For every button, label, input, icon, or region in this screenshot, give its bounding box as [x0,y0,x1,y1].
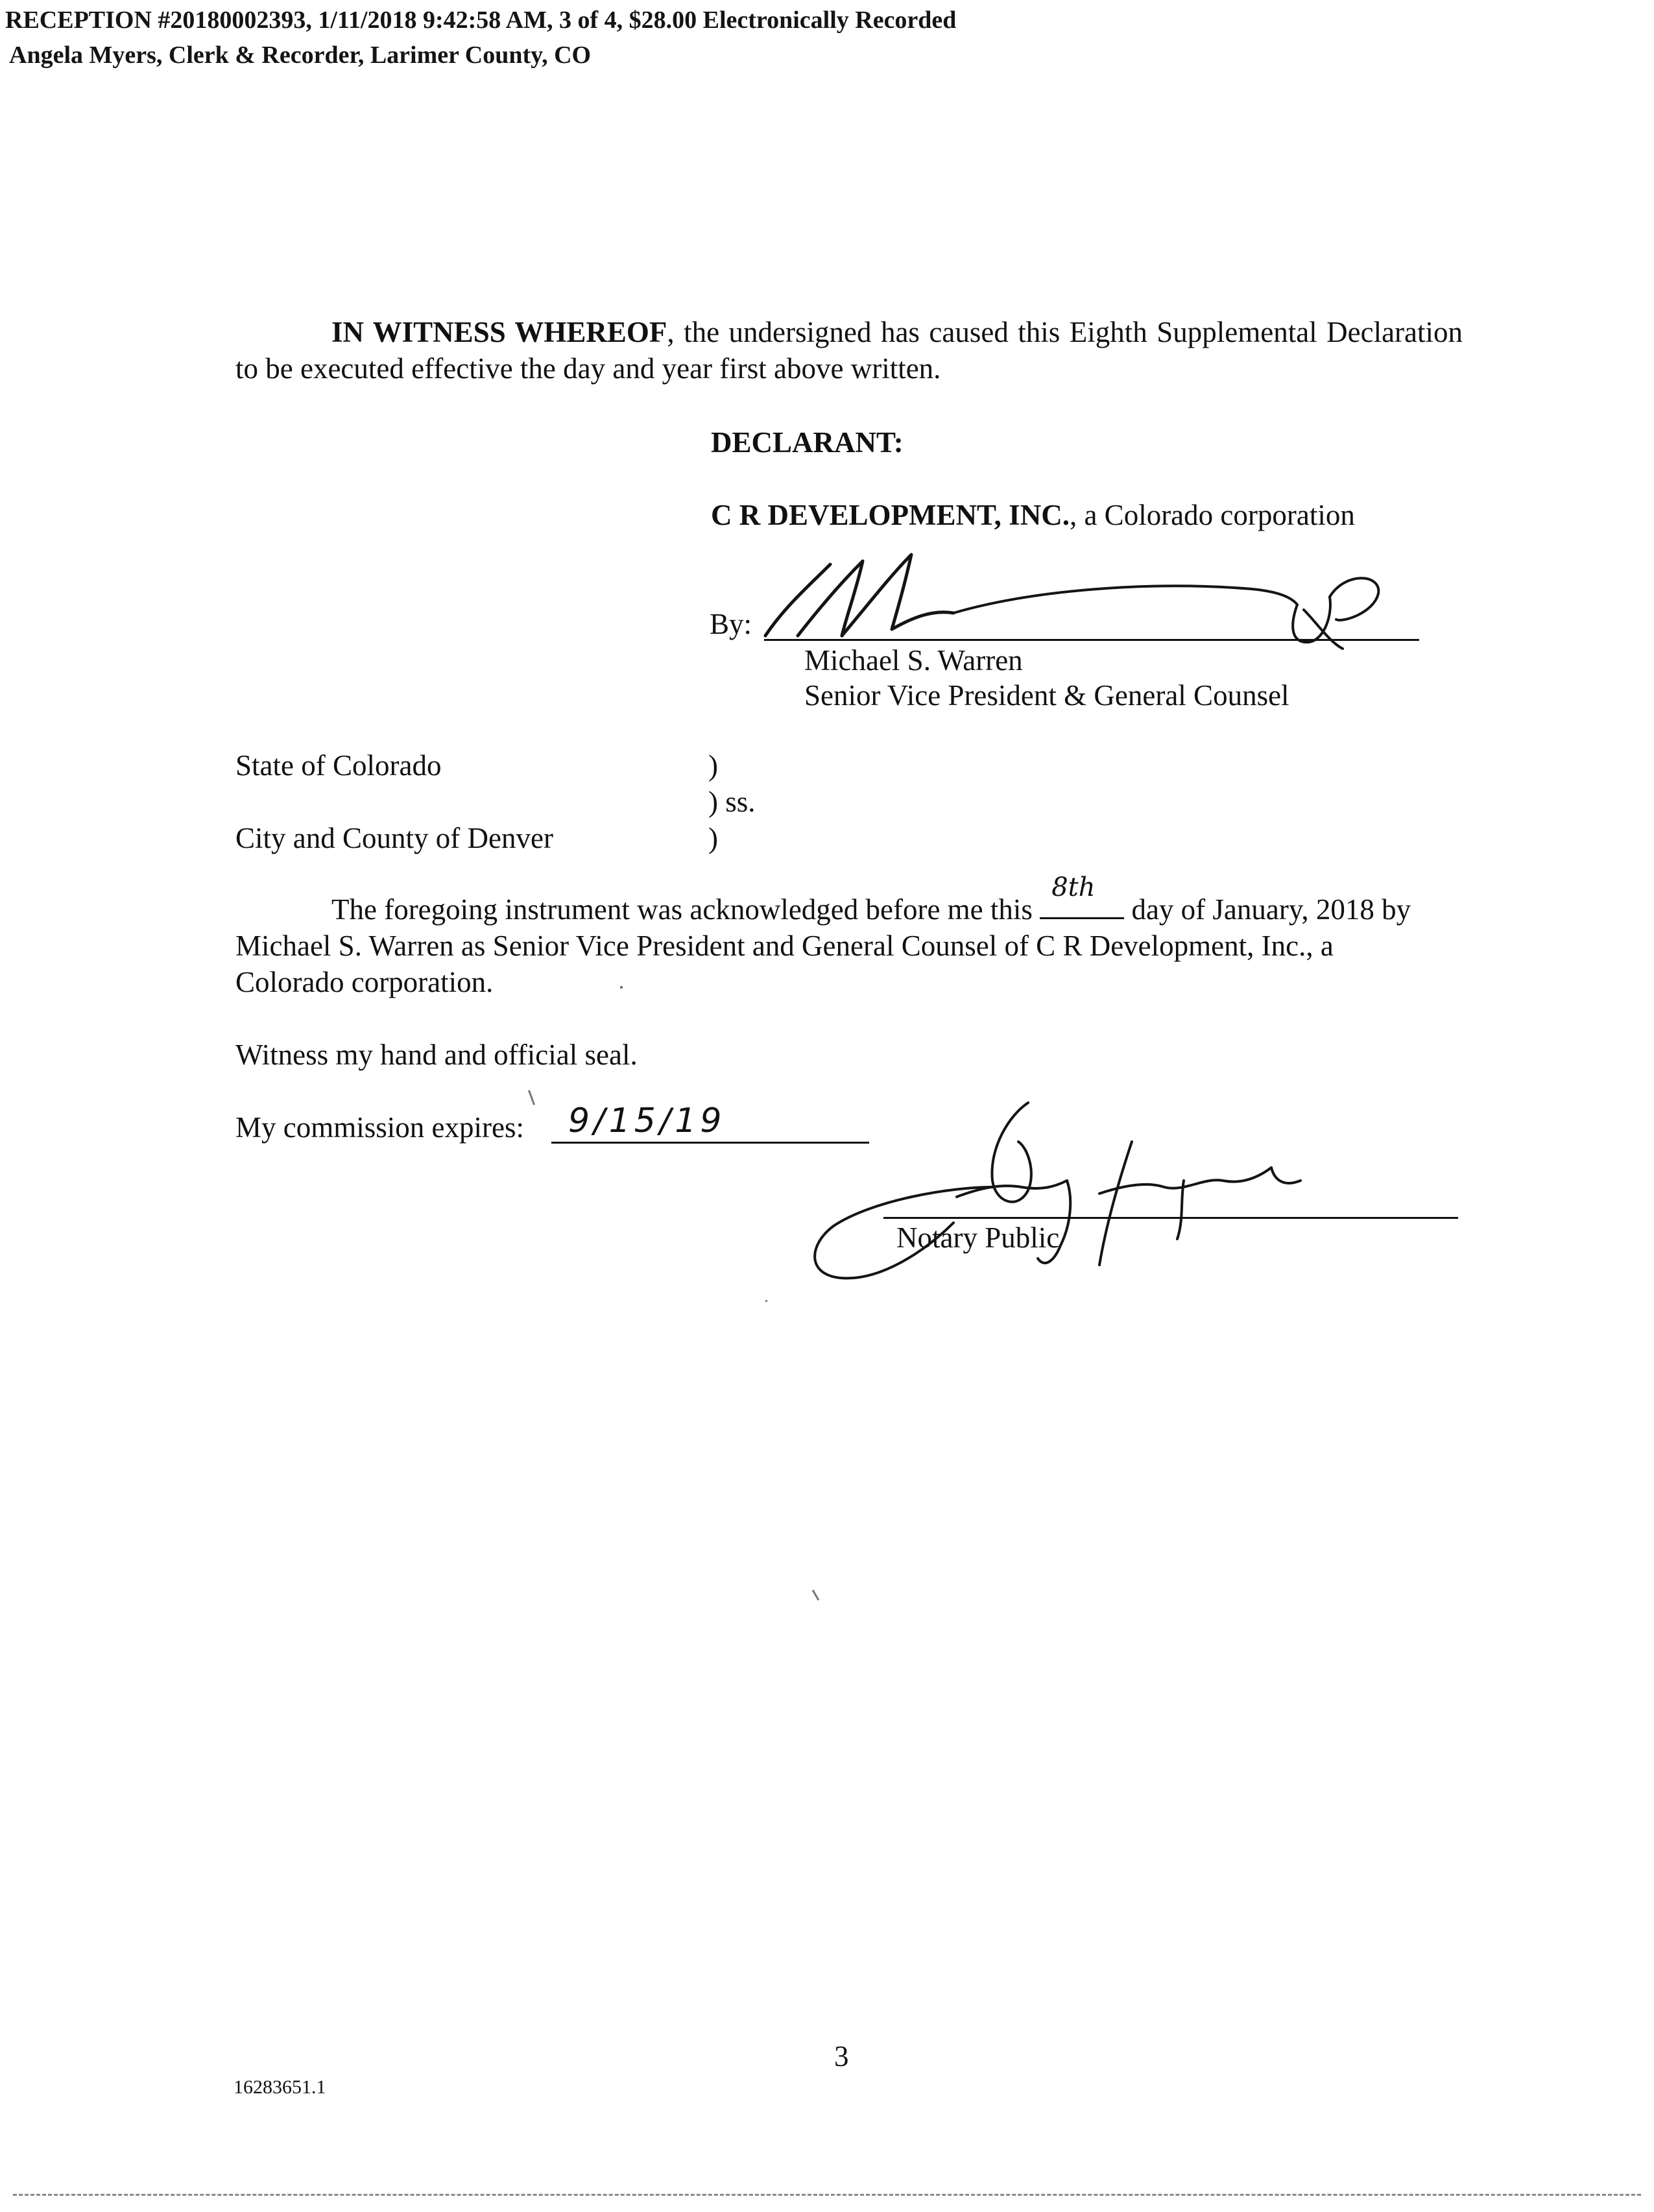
scan-speck [812,1589,820,1600]
company-name: C R DEVELOPMENT, INC. [711,499,1070,531]
ack-text-before: The foregoing instrument was acknowledged before me this [331,893,1033,926]
notary-signature [795,1090,1339,1291]
venue-bracket-bottom: ) [708,822,718,854]
commission-date: 9/15/19 [568,1101,726,1140]
acknowledgment-paragraph [235,872,1442,1000]
ack-text-after: day of January, 2018 by Michael S. Warren as Senior Vice President and General Counsel of C R Development, Inc., a Colorado corporation. [235,893,1411,998]
by-label: By: [710,608,752,640]
venue-county: City and County of Denver [235,822,553,854]
scan-speck [620,986,623,989]
ack-day-blank [1040,872,1124,919]
scan-bottom-edge [13,2194,1641,2196]
signer-title: Senior Vice President & General Counsel [804,679,1289,712]
ack-handwritten-day: 8th [1051,872,1096,902]
scan-speck [528,1090,535,1105]
witness-text: , the undersigned has caused this Eighth Supplemental Declaration to be executed effective the day and year first above written. [235,316,1463,385]
witness-lead: IN WITNESS WHEREOF [331,316,667,348]
venue-state: State of Colorado [235,749,442,782]
declarant-heading: DECLARANT: [711,426,904,459]
declarant-signature [759,545,1408,655]
company-line [711,497,1355,533]
venue-ss: ) ss. [708,786,756,818]
signer-name: Michael S. Warren [804,644,1023,677]
document-id: 16283651.1 [234,2076,326,2098]
commission-label: My commission expires: [235,1111,524,1144]
witness-hand-line: Witness my hand and official seal. [235,1039,638,1071]
recording-stamp-line1: RECEPTION #20180002393, 1/11/2018 9:42:58 AM, 3 of 4, $28.00 Electronically Recorded [5,6,957,34]
witness-clause [235,314,1463,387]
notary-signature-line [883,1217,1458,1219]
scan-speck [765,1300,767,1302]
venue-bracket-top: ) [708,749,718,782]
notary-public-label: Notary Public [896,1221,1060,1254]
company-description: , a Colorado corporation [1069,499,1355,531]
recording-stamp-line2: Angela Myers, Clerk & Recorder, Larimer County, CO [9,42,592,69]
page-number: 3 [834,2040,849,2073]
